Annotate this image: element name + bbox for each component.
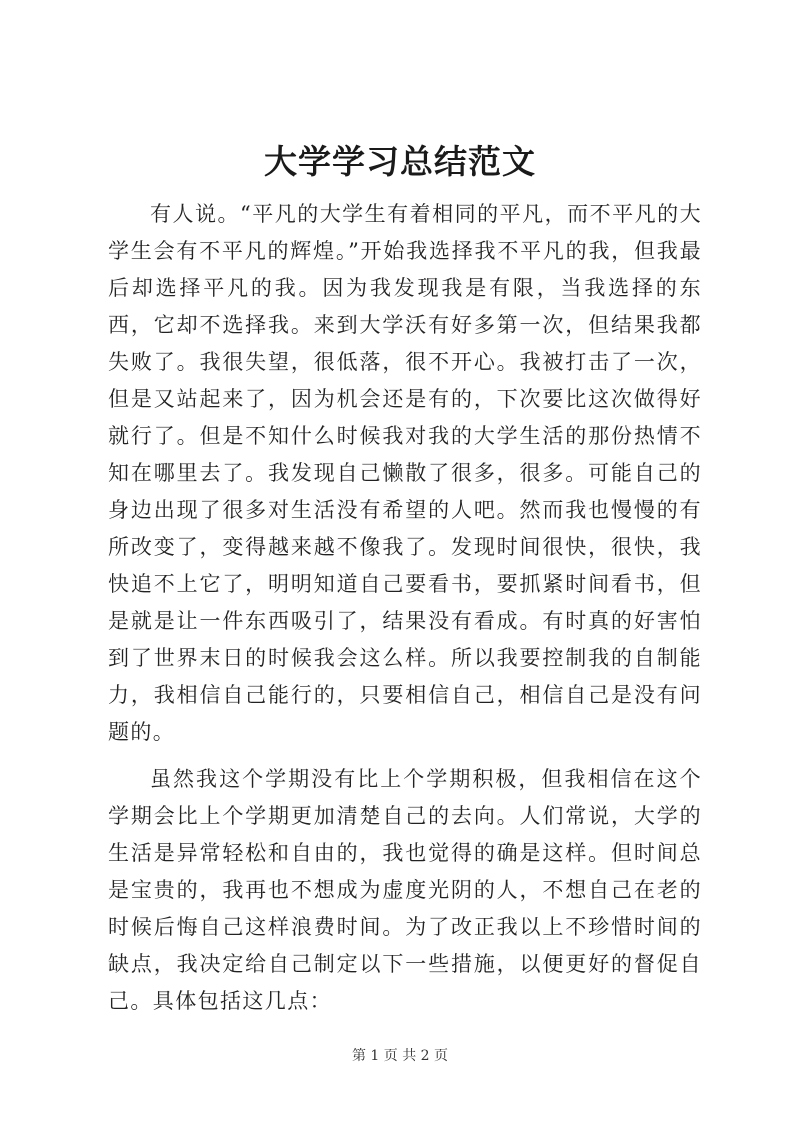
page-number-footer: 第 1 页 共 2 页	[351, 1048, 449, 1064]
paragraph-1: 有人说。“平凡的大学生有着相同的平凡，而不平凡的大学生会有不平凡的辉煌。”开始我选择我不平凡的我，但我最后却选择平凡的我。因为我发现我是有限，当我选择的东西，它却不选择我。来到大学沃有好多第一次，但结果我都失败了。我很失望，很低落，很不开心。我被打击了一次，但是又站起来了，因为机会还是有的，下次要比这次做得好就行了。但是不知什么时候我对我的大学生活的那份热情不知在哪里去了。我发现自己懒散了很多，很多。可能自己的身边出现了很多对生活没有希望的人吧。然而我也慢慢的有所改变了，变得越来越不像我了。发现时间很快，很快，我快追不上它了，明明知道自己要看书，要抓紧时间看书，但是就是让一件东西吸引了，结果没有看成。有时真的好害怕到了世界末日的时候我会这么样。所以我要控制我的自制能力，我相信自己能行的，只要相信自己，相信自己是没有问题的。	[108, 202, 702, 744]
document-title: 大学学习总结范文	[264, 142, 536, 181]
document-body	[108, 196, 702, 1020]
paragraph-2: 虽然我这个学期没有比上个学期积极，但我相信在这个学期会比上个学期更加清楚自己的去向。人们常说，大学的生活是异常轻松和自由的，我也觉得的确是这样。但时间总是宝贵的，我再也不想成为虚度光阴的人，不想自己在老的时候后悔自己这样浪费时间。为了改正我以上不珍惜时间的缺点，我决定给自己制定以下一些措施，以便更好的督促自己。具体包括这几点：	[108, 767, 702, 1013]
